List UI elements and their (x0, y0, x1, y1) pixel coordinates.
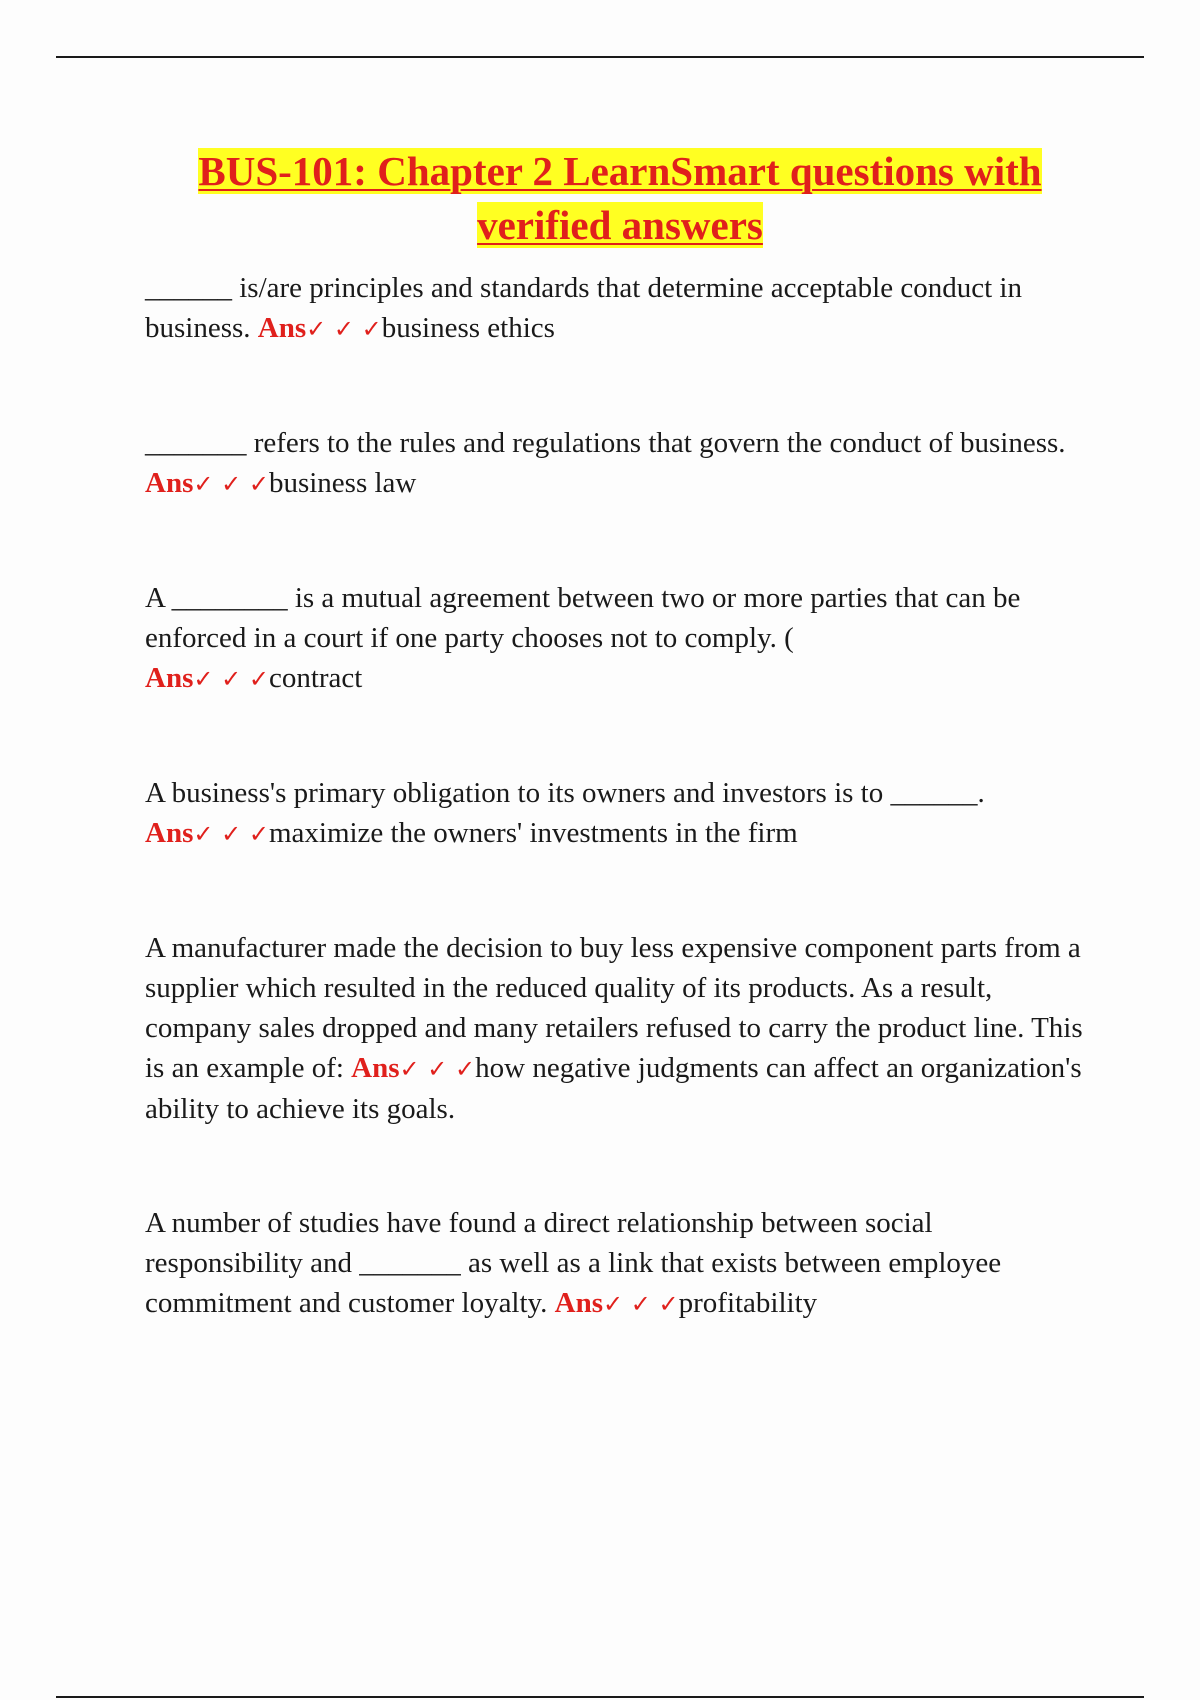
answer-text: profitability (678, 1287, 818, 1319)
qa-list (145, 268, 1095, 1324)
qa-item (145, 578, 1095, 699)
footer-rule (56, 1696, 1144, 1698)
checkmarks-icon: ✓ ✓ ✓ (603, 1290, 679, 1318)
ans-label: Ans (554, 1287, 604, 1319)
checkmarks-icon: ✓ ✓ ✓ (306, 315, 382, 343)
checkmarks-icon: ✓ ✓ ✓ (193, 665, 269, 693)
question-text: _______ refers to the rules and regulations that govern the conduct of business. (145, 427, 1066, 459)
header-rule (56, 56, 1144, 58)
answer-text: how negative judgments can affect an organization's ability to achieve its goals. (145, 1052, 1082, 1125)
qa-item (145, 268, 1095, 349)
document-title (130, 144, 1110, 252)
qa-item (145, 928, 1095, 1129)
ans-label: Ans (351, 1052, 400, 1084)
qa-item (145, 773, 1095, 854)
ans-label: Ans (145, 662, 194, 694)
qa-item (145, 1203, 1095, 1324)
document-title-text: BUS-101: Chapter 2 LearnSmart questions with verified answers (198, 148, 1042, 248)
ans-label: Ans (145, 817, 194, 849)
ans-label: Ans (145, 467, 194, 499)
question-text: A manufacturer made the decision to buy less expensive component parts from a supplier which resulted in the reduced quality of its products. As a result, company sales dropped and many retailers refused to carry the product line. This is an example of: (145, 932, 1083, 1084)
ans-label: Ans (257, 312, 307, 344)
question-text: ______ is/are principles and standards that determine acceptable conduct in business. (145, 272, 1022, 344)
answer-line (145, 658, 1095, 699)
answer-text: business law (268, 467, 417, 499)
answer-text: maximize the owners' investments in the firm (268, 817, 798, 849)
answer-text: contract (268, 662, 363, 694)
question-text: A ________ is a mutual agreement between two or more parties that can be enforced in a court if one party chooses not to comply. ( (145, 582, 1021, 654)
qa-item (145, 423, 1095, 504)
answer-line (145, 813, 1095, 854)
checkmarks-icon: ✓ ✓ ✓ (399, 1055, 476, 1083)
checkmarks-icon: ✓ ✓ ✓ (193, 820, 269, 848)
question-text: A number of studies have found a direct relationship between social responsibility and _______ as well as a link that exists between employee commitment and customer loyalty. (145, 1207, 1002, 1319)
question-text: A business's primary obligation to its owners and investors is to ______. (145, 777, 985, 809)
answer-text: business ethics (381, 312, 555, 344)
checkmarks-icon: ✓ ✓ ✓ (193, 470, 269, 498)
